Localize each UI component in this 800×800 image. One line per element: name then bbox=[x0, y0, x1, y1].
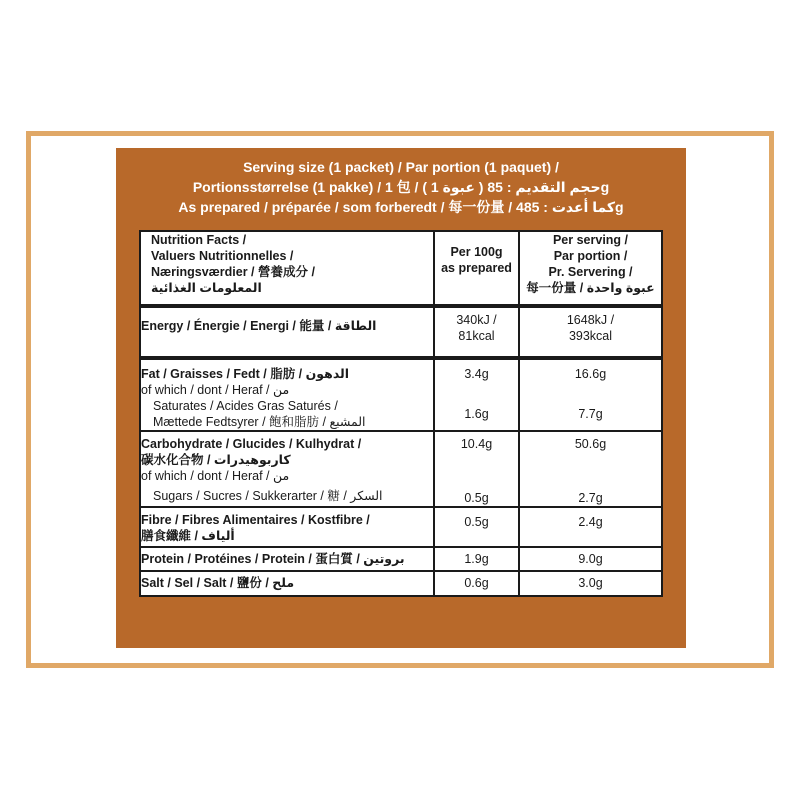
fat-per100-value: 3.4g bbox=[464, 367, 489, 381]
nutrition-panel bbox=[116, 148, 686, 648]
energy-label: Energy / Énergie / Energi / 能量 / الطاقة bbox=[141, 319, 377, 333]
table-header-row bbox=[140, 231, 662, 306]
header-perserving-line: Per serving / bbox=[552, 233, 629, 247]
energy-per100-kcal: 81kcal bbox=[458, 329, 495, 343]
fibre-per100-cell bbox=[434, 507, 519, 547]
fat-of-which-label: of which / dont / Heraf / من bbox=[141, 383, 290, 397]
header-perserving-line: 每一份量 / عبوة واحدة bbox=[526, 281, 655, 295]
carb-label-cell bbox=[140, 431, 434, 507]
saturates-label-line: Saturates / Acides Gras Saturés / bbox=[153, 399, 338, 413]
nutrition-table bbox=[139, 230, 663, 597]
fat-perserving-value: 16.6g bbox=[574, 367, 607, 381]
header-perserving-line: Pr. Servering / bbox=[548, 265, 633, 279]
protein-perserving-cell bbox=[519, 547, 662, 571]
header-perserving-line: Par portion / bbox=[553, 249, 628, 263]
fat-label-cell bbox=[140, 358, 434, 431]
header-label-line: المعلومات الغذائية bbox=[151, 281, 262, 295]
fibre-label-cell bbox=[140, 507, 434, 547]
energy-perserving-kcal: 393kcal bbox=[568, 329, 613, 343]
fibre-per100-value: 0.5g bbox=[464, 515, 489, 529]
header-label-line: Næringsværdier / 營養成分 / bbox=[151, 265, 315, 279]
sugars-label: Sugars / Sucres / Sukkerarter / 糖 / السكر bbox=[153, 489, 383, 503]
salt-perserving-value: 3.0g bbox=[578, 576, 603, 590]
header-perserving-cell bbox=[519, 231, 662, 306]
serving-line-3: As prepared / préparée / som forberedt / 每一份量 / كما أعدت : 485g bbox=[178, 199, 624, 215]
salt-row bbox=[140, 571, 662, 596]
energy-perserving-kj: 1648kJ / bbox=[566, 313, 615, 327]
fibre-label-line: 膳食纖維 / ألياف bbox=[141, 529, 235, 543]
fibre-label-line: Fibre / Fibres Alimentaires / Kostfibre / bbox=[141, 513, 370, 527]
saturates-per100-value: 1.6g bbox=[464, 407, 489, 421]
saturates-perserving-value: 7.7g bbox=[578, 407, 603, 421]
carb-perserving-value: 50.6g bbox=[574, 437, 607, 451]
protein-label-cell bbox=[140, 547, 434, 571]
salt-label-cell bbox=[140, 571, 434, 596]
energy-row bbox=[140, 306, 662, 358]
serving-line-2: Portionsstørrelse (1 pakke) / 1 包 / ( 1 عبوة ) حجم التقديم : 85g bbox=[192, 179, 610, 195]
protein-per100-value: 1.9g bbox=[464, 552, 489, 566]
energy-per100-kj: 340kJ / bbox=[456, 313, 497, 327]
saturates-label-line: Mættede Fedtsyrer / 飽和脂肪 / المشبع bbox=[153, 415, 366, 429]
salt-per100-cell bbox=[434, 571, 519, 596]
carb-label-line: 碳水化合物 / كاربوهيدرات bbox=[141, 453, 291, 467]
header-per100-cell bbox=[434, 231, 519, 306]
header-per100-line: as prepared bbox=[441, 261, 512, 275]
salt-label: Salt / Sel / Salt / 鹽份 / ملح bbox=[141, 576, 295, 590]
energy-per100-cell bbox=[434, 306, 519, 358]
header-label-line: Valuers Nutritionnelles / bbox=[151, 249, 294, 263]
salt-per100-value: 0.6g bbox=[464, 576, 489, 590]
protein-per100-cell bbox=[434, 547, 519, 571]
energy-label-cell bbox=[140, 306, 434, 358]
salt-perserving-cell bbox=[519, 571, 662, 596]
serving-line-1: Serving size (1 packet) / Par portion (1 paquet) / bbox=[243, 159, 559, 175]
header-label-cell bbox=[140, 231, 434, 306]
protein-label: Protein / Protéines / Protein / 蛋白質 / بروتين bbox=[141, 552, 405, 566]
serving-size-block bbox=[116, 157, 686, 217]
carb-per100-cell bbox=[434, 431, 519, 507]
carb-per100-value: 10.4g bbox=[460, 437, 493, 451]
carb-row bbox=[140, 431, 662, 507]
protein-row bbox=[140, 547, 662, 571]
sugars-perserving-value: 2.7g bbox=[578, 491, 603, 505]
sugars-per100-value: 0.5g bbox=[464, 491, 489, 505]
carb-perserving-cell bbox=[519, 431, 662, 507]
header-label-line: Nutrition Facts / bbox=[151, 233, 247, 247]
carb-label-line: Carbohydrate / Glucides / Kulhydrat / bbox=[141, 437, 362, 451]
header-per100-line: Per 100g bbox=[450, 245, 503, 259]
fibre-perserving-value: 2.4g bbox=[578, 515, 603, 529]
energy-perserving-cell bbox=[519, 306, 662, 358]
fibre-row bbox=[140, 507, 662, 547]
fat-row bbox=[140, 358, 662, 431]
fat-per100-cell bbox=[434, 358, 519, 431]
fat-label: Fat / Graisses / Fedt / 脂肪 / الدهون bbox=[141, 367, 350, 381]
fat-perserving-cell bbox=[519, 358, 662, 431]
carb-of-which-label: of which / dont / Heraf / من bbox=[141, 469, 290, 483]
protein-perserving-value: 9.0g bbox=[578, 552, 603, 566]
fibre-perserving-cell bbox=[519, 507, 662, 547]
